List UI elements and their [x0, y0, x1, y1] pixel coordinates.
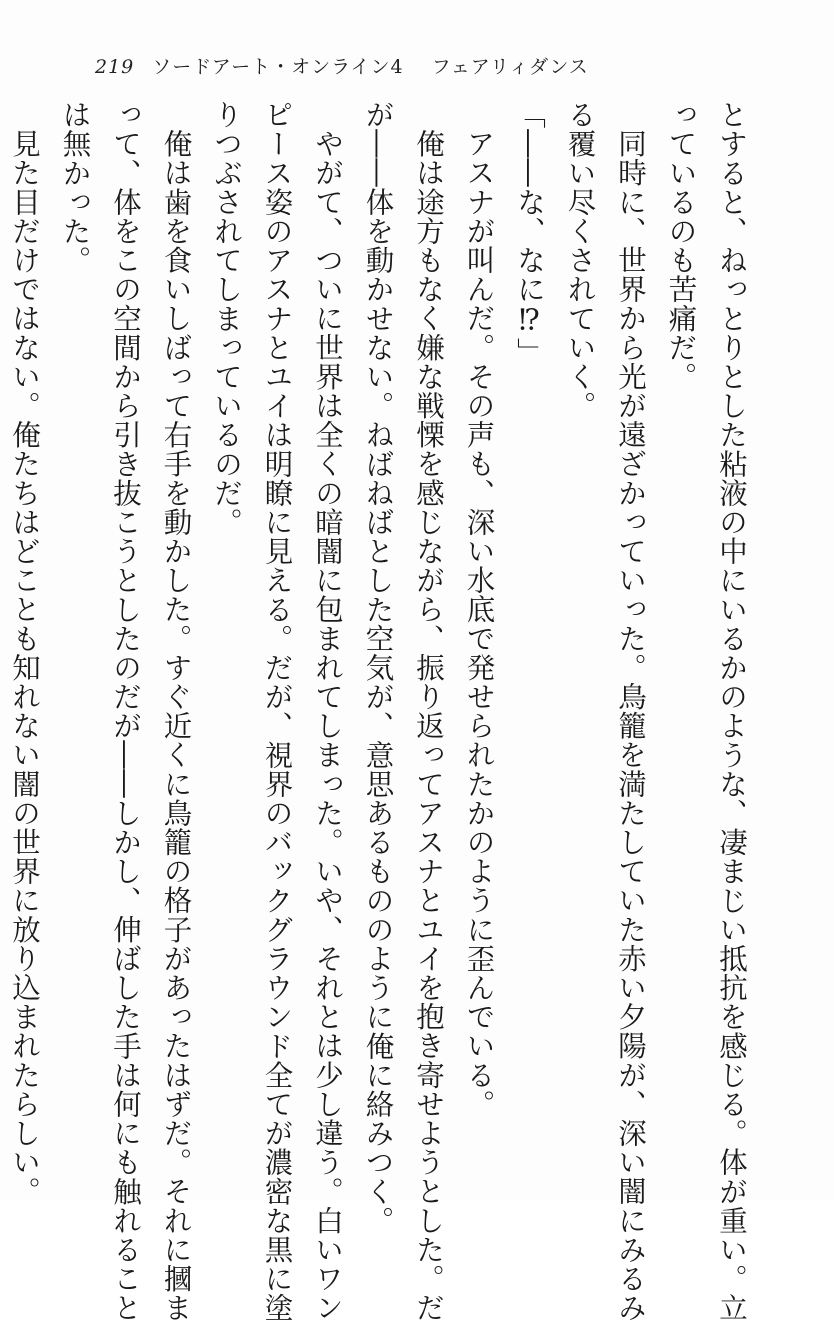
text-line: とすると、ねっとりとした粘液の中にいるかのような、凄まじい抵抗を感じる。体が重い。立 [715, 100, 748, 1322]
page-header [95, 52, 589, 79]
page-number: 219 [95, 56, 135, 78]
text-line: ピース姿のアスナとユイは明瞭に見える。だが、視界のバックグラウンド全てが濃密な黒に塗 [260, 100, 294, 1322]
text-line: やがて、ついに世界は全くの暗闇に包まれてしまった。いや、それとは少し違う。白いワン [311, 128, 344, 1322]
vertical-body-text [0, 100, 756, 1322]
text-line: アスナが叫んだ。その声も、深い水底で発せられたかのように歪んでいる。 [462, 128, 496, 1118]
text-line: っているのも苦痛だ。 [664, 100, 698, 391]
text-line: が――体を動かせない。ねばねばとした空気が、意思あるもののように俺に絡みつく。 [361, 100, 395, 1235]
chapter-title: フェアリィダンス [431, 56, 589, 78]
text-line: りつぶされてしまっているのだ。 [210, 100, 243, 537]
text-line: る覆い尽くされていく。 [563, 100, 597, 421]
text-line: 俺は歯を食いしばって右手を動かした。すぐ近くに鳥籠の格子があったはずだ。それに摑ま [159, 128, 193, 1322]
text-line: 俺は途方もなく嫌な戦慄を感じながら、振り返ってアスナとユイを抱き寄せようとした。だ [412, 128, 445, 1322]
text-line: 同時に、世界から光が遠ざかっていった。鳥籠を満たしていた赤い夕陽が、深い闇にみるみ [614, 128, 647, 1322]
text-line: 見た目だけではない。俺たちはどことも知れない闇の世界に放り込まれたらしい。 [8, 128, 41, 1206]
dialogue-line: 「――な、なに⁉」 [513, 100, 546, 367]
text-line: って、体をこの空間から引き抜こうとしたのだが――しかし、伸ばした手は何にも触れること [109, 100, 142, 1322]
text-line: は無かった。 [58, 100, 92, 275]
book-title: ソードアート・オンライン4 [152, 56, 404, 78]
